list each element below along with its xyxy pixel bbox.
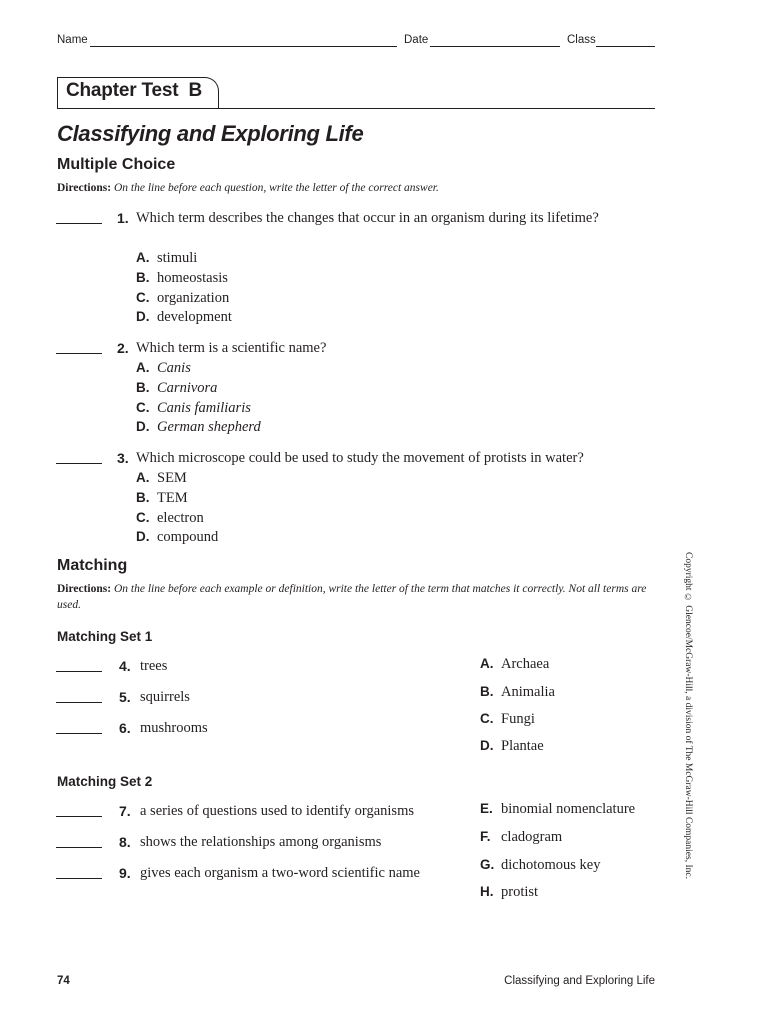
option-1b: B. homeostasis bbox=[136, 270, 228, 286]
question-text-1: Which term describes the changes that occur in an organism during its lifetime? bbox=[136, 210, 599, 226]
answer-blank-6[interactable] bbox=[56, 733, 102, 734]
chapter-rule bbox=[57, 108, 655, 109]
date-field[interactable] bbox=[430, 46, 560, 47]
item-text-8: shows the relationships among organisms bbox=[140, 834, 382, 850]
option-3b: B. TEM bbox=[136, 490, 188, 506]
question-text-2: Which term is a scientific name? bbox=[136, 340, 327, 356]
directions-text: On the line before each example or definition, write the letter of the term that matches it correctly. Not all terms are used. bbox=[57, 583, 647, 611]
item-text-7: a series of questions used to identify organisms bbox=[140, 803, 414, 819]
class-field[interactable] bbox=[596, 46, 655, 47]
matching-set-2-heading: Matching Set 2 bbox=[57, 774, 153, 789]
class-label: Class bbox=[567, 34, 596, 46]
item-number-8: 8. bbox=[119, 834, 131, 850]
option-2d: D. German shepherd bbox=[136, 419, 261, 435]
matching-heading: Matching bbox=[57, 557, 128, 574]
item-number-5: 5. bbox=[119, 689, 131, 705]
name-field[interactable] bbox=[90, 46, 397, 47]
option-2c: C. Canis familiaris bbox=[136, 400, 251, 416]
matching-directions bbox=[57, 582, 657, 613]
page-number: 74 bbox=[57, 975, 70, 987]
answer-blank-8[interactable] bbox=[56, 847, 102, 848]
item-number-7: 7. bbox=[119, 803, 131, 819]
footer-title: Classifying and Exploring Life bbox=[504, 975, 655, 987]
answer-blank-2[interactable] bbox=[56, 353, 102, 354]
answer-blank-4[interactable] bbox=[56, 671, 102, 672]
page-title: Classifying and Exploring Life bbox=[57, 121, 364, 146]
directions-text: On the line before each question, write the letter of the correct answer. bbox=[113, 182, 439, 194]
option-3d: D. compound bbox=[136, 529, 219, 545]
name-label: Name bbox=[57, 34, 88, 46]
answer-blank-3[interactable] bbox=[56, 463, 102, 464]
term-b: B. Animalia bbox=[480, 684, 555, 700]
term-h: H. protist bbox=[480, 884, 539, 900]
answer-blank-7[interactable] bbox=[56, 816, 102, 817]
option-2b: B. Carnivora bbox=[136, 380, 218, 396]
term-e: E. binomial nomenclature bbox=[480, 801, 636, 817]
answer-blank-9[interactable] bbox=[56, 878, 102, 879]
question-number-2: 2. bbox=[117, 340, 129, 356]
matching-set-1-heading: Matching Set 1 bbox=[57, 629, 153, 644]
date-label: Date bbox=[404, 34, 429, 46]
option-1c: C. organization bbox=[136, 290, 230, 306]
question-text-3: Which microscope could be used to study the movement of protists in water? bbox=[136, 450, 584, 466]
option-2a: A. Canis bbox=[136, 360, 191, 376]
copyright-notice: Copyright © Glencoe/McGraw-Hill, a division of The McGraw-Hill Companies, Inc. bbox=[683, 552, 693, 879]
term-c: C. Fungi bbox=[480, 711, 535, 727]
multiple-choice-directions bbox=[57, 181, 657, 197]
term-f: F. cladogram bbox=[480, 829, 563, 845]
item-number-4: 4. bbox=[119, 658, 131, 674]
item-number-9: 9. bbox=[119, 865, 131, 881]
multiple-choice-heading: Multiple Choice bbox=[57, 156, 176, 173]
term-g: G. dichotomous key bbox=[480, 857, 601, 873]
option-1d: D. development bbox=[136, 309, 232, 325]
directions-label: Directions: bbox=[57, 583, 112, 595]
item-text-9: gives each organism a two-word scientific name bbox=[140, 865, 420, 881]
chapter-label: Chapter Test B bbox=[66, 80, 203, 101]
item-number-6: 6. bbox=[119, 720, 131, 736]
answer-blank-5[interactable] bbox=[56, 702, 102, 703]
item-text-6: mushrooms bbox=[140, 720, 208, 736]
option-3c: C. electron bbox=[136, 510, 204, 526]
item-text-4: trees bbox=[140, 658, 168, 674]
question-number-3: 3. bbox=[117, 450, 129, 466]
term-d: D. Plantae bbox=[480, 738, 544, 754]
directions-label: Directions: bbox=[57, 182, 112, 194]
answer-blank-1[interactable] bbox=[56, 223, 102, 224]
question-number-1: 1. bbox=[117, 210, 129, 226]
item-text-5: squirrels bbox=[140, 689, 190, 705]
option-1a: A. stimuli bbox=[136, 250, 198, 266]
option-3a: A. SEM bbox=[136, 470, 187, 486]
term-a: A. Archaea bbox=[480, 656, 550, 672]
